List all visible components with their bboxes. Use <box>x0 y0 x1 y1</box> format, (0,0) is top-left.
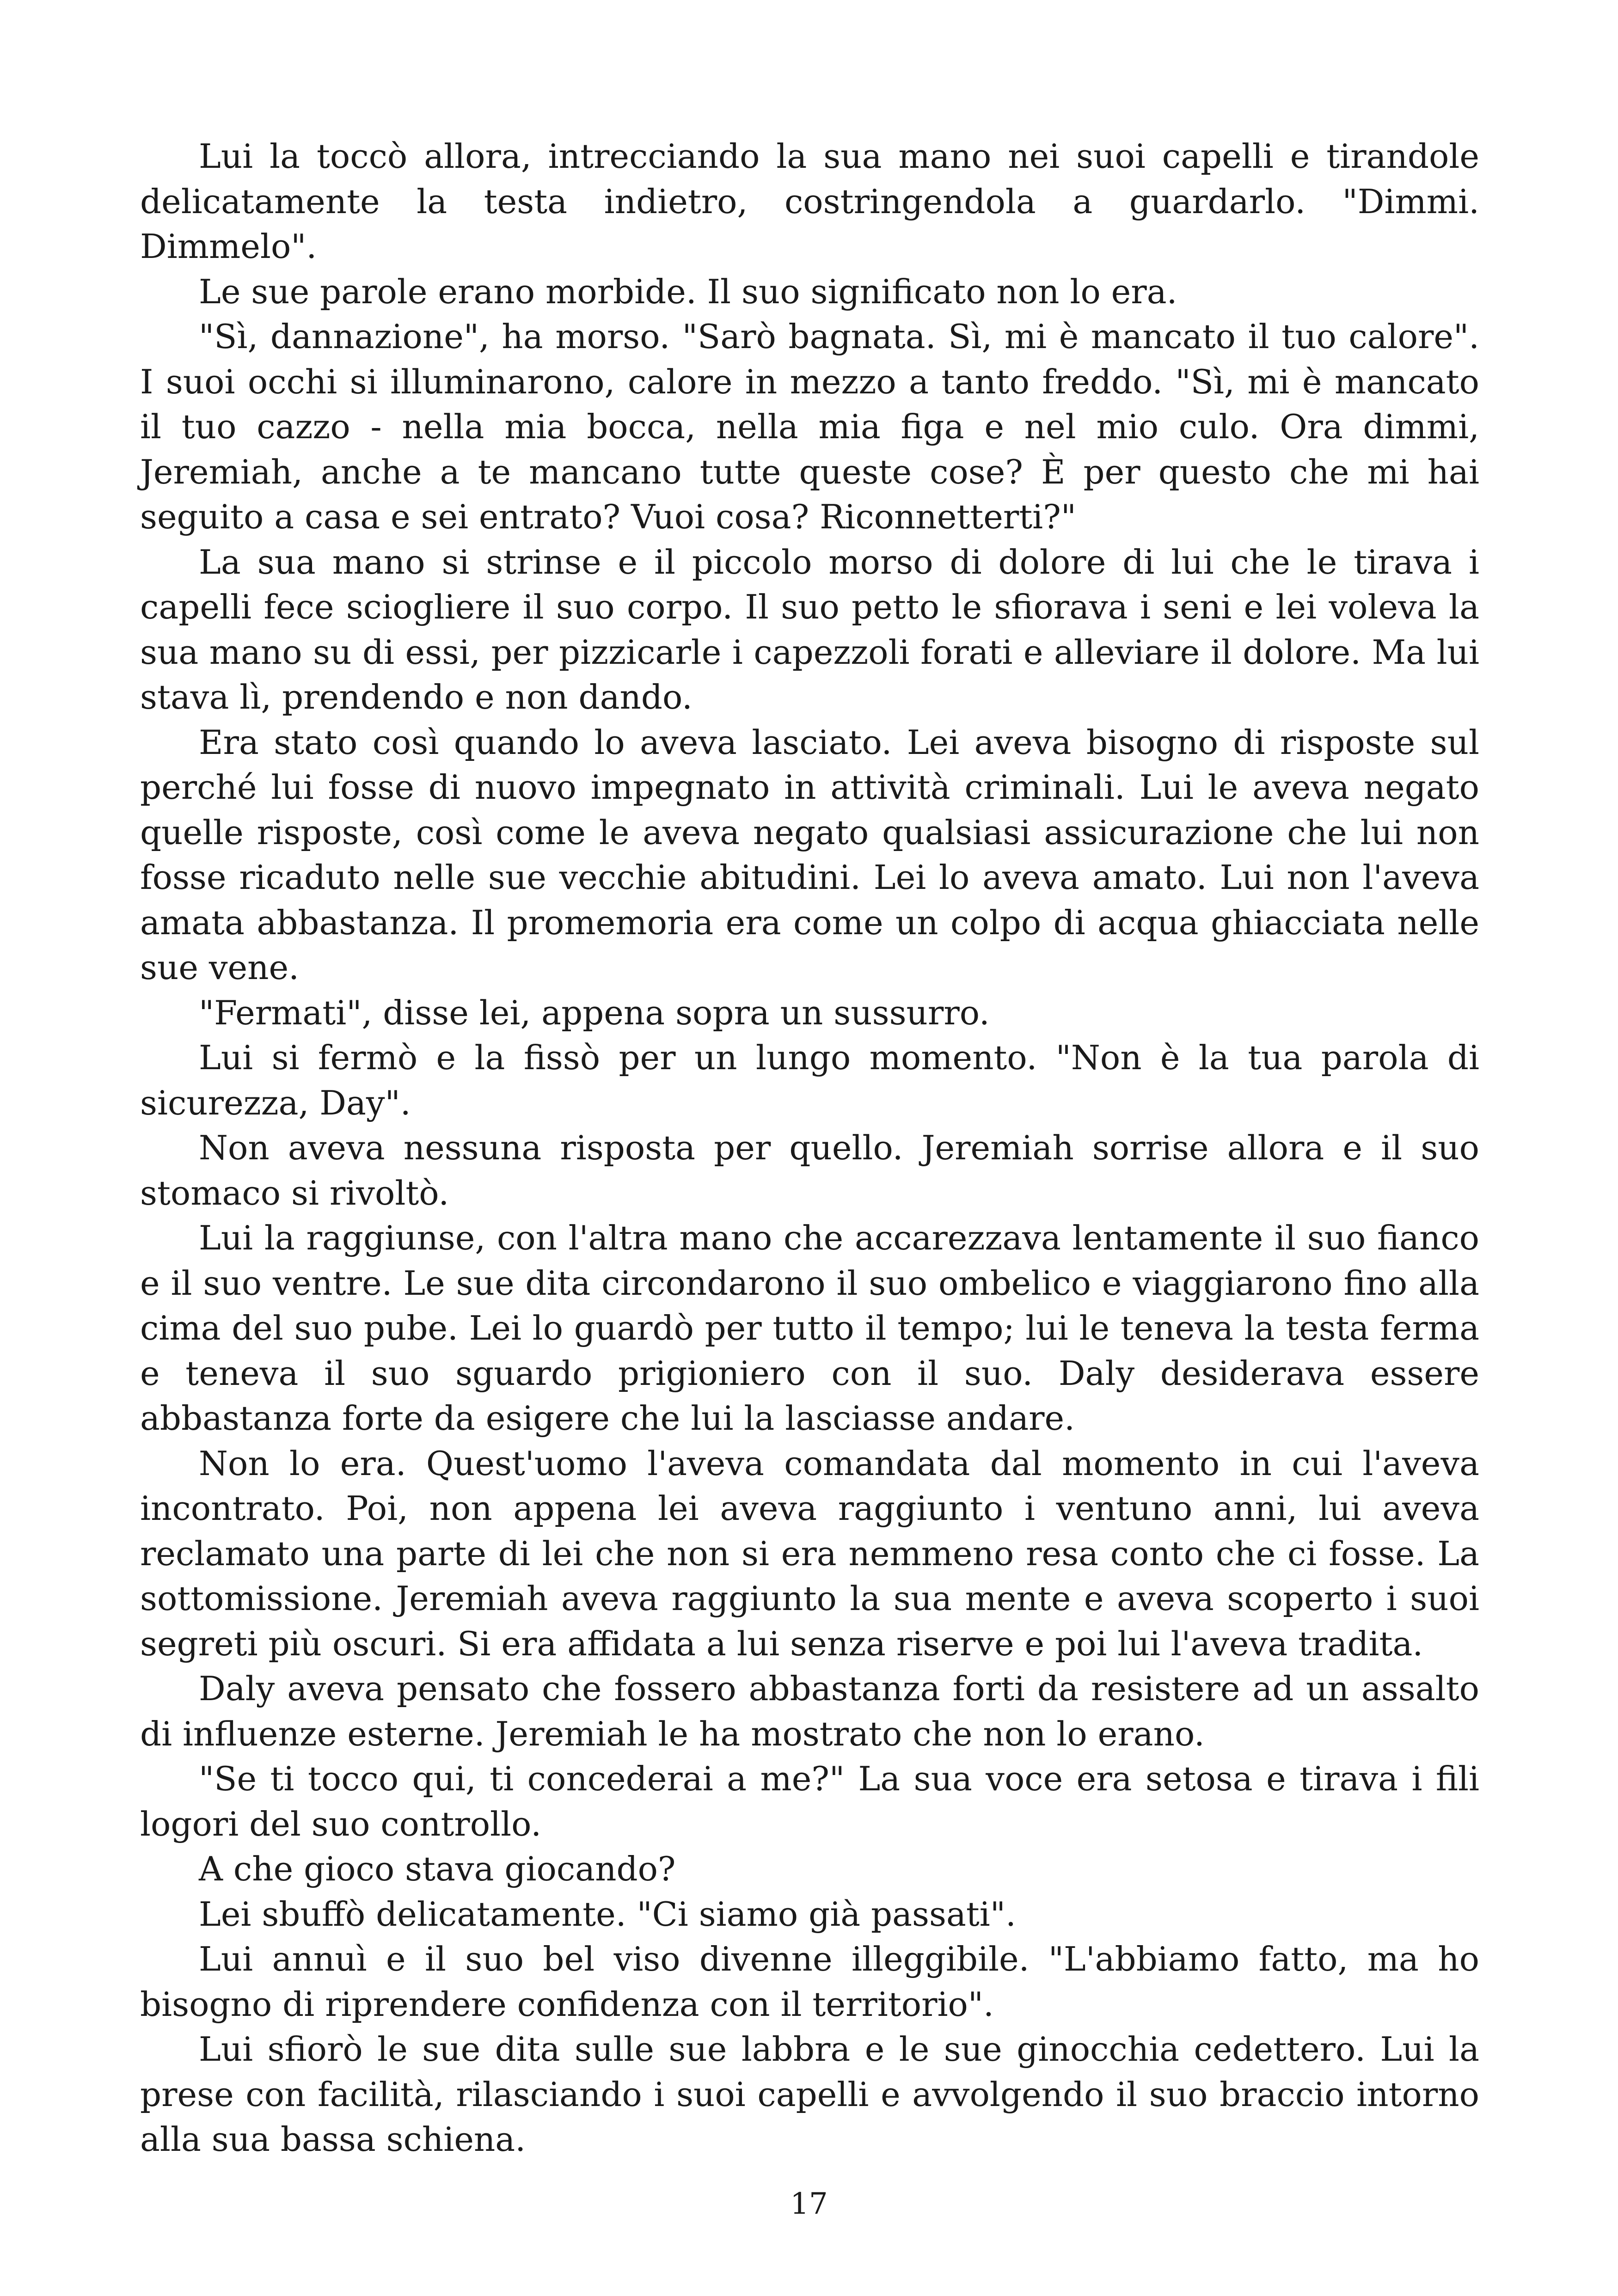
paragraph: "Sì, dannazione", ha morso. "Sarò bagnata. Sì, mi è mancato il tuo calore". I suoi occhi si illuminarono, calore in mezzo a tanto freddo. "Sì, mi è mancato il tuo cazzo - nella mia bocca, nella mia figa e nel mio culo. Ora dimmi, Jeremiah, anche a te mancano tutte queste cose? È per questo che mi hai seguito a casa e sei entrato? Vuoi cosa? Riconnetterti?" <box>140 317 1479 536</box>
paragraph: Lui si fermò e la fissò per un lungo momento. "Non è la tua parola di sicurezza, Day". <box>140 1038 1479 1122</box>
paragraph: A che gioco stava giocando? <box>199 1849 676 1888</box>
paragraph: "Fermati", disse lei, appena sopra un sussurro. <box>199 993 990 1032</box>
paragraph: Daly aveva pensato che fossero abbastanza forti da resistere ad un assalto di influenze esterne. Jeremiah le ha mostrato che non lo erano. <box>140 1669 1479 1753</box>
paragraph: Le sue parole erano morbide. Il suo significato non lo era. <box>199 272 1177 311</box>
page-number: 17 <box>790 2187 828 2221</box>
paragraph: Lui annuì e il suo bel viso divenne illeggibile. "L'abbiamo fatto, ma ho bisogno di riprendere confidenza con il territorio". <box>140 1940 1479 2024</box>
paragraph: Non lo era. Quest'uomo l'aveva comandata dal momento in cui l'aveva incontrato. Poi, non appena lei aveva raggiunto i ventuno anni, lui aveva reclamato una parte di lei che non si era nemmeno resa conto che ci fosse. La sottomissione. Jeremiah aveva raggiunto la sua mente e aveva scoperto i suoi segreti più oscuri. Si era affidata a lui senza riserve e poi lui l'aveva tradita. <box>140 1444 1479 1663</box>
paragraph: Lui sfiorò le sue dita sulle sue labbra e le sue ginocchia cedettero. Lui la prese con facilità, rilasciando i suoi capelli e avvolgendo il suo braccio intorno alla sua bassa schiena. <box>140 2030 1479 2159</box>
paragraph: Non aveva nessuna risposta per quello. Jeremiah sorrise allora e il suo stomaco si rivoltò. <box>140 1128 1479 1212</box>
paragraph: Era stato così quando lo aveva lasciato. Lei aveva bisogno di risposte sul perché lui fosse di nuovo impegnato in attività criminali. Lui le aveva negato quelle risposte, così come le aveva negato qualsiasi assicurazione che lui non fosse ricaduto nelle sue vecchie abitudini. Lei lo aveva amato. Lui non l'aveva amata abbastanza. Il promemoria era come un colpo di acqua ghiacciata nelle sue vene. <box>140 722 1479 987</box>
paragraph: Lui la raggiunse, con l'altra mano che accarezzava lentamente il suo fianco e il suo ventre. Le sue dita circondarono il suo ombelico e viaggiarono fino alla cima del suo pube. Lei lo guardò per tutto il tempo; lui le teneva la testa ferma e teneva il suo sguardo prigioniero con il suo. Daly desiderava essere abbastanza forte da esigere che lui la lasciasse andare. <box>140 1218 1479 1438</box>
paragraph: Lui la toccò allora, intrecciando la sua mano nei suoi capelli e tirandole delicatamente la testa indietro, costringendola a guardarlo. "Dimmi. Dimmelo". <box>140 137 1479 266</box>
paragraph: La sua mano si strinse e il piccolo morso di dolore di lui che le tirava i capelli fece sciogliere il suo corpo. Il suo petto le sfiorava i seni e lei voleva la sua mano su di essi, per pizzicarle i capezzoli forati e alleviare il dolore. Ma lui stava lì, prendendo e non dando. <box>140 542 1479 716</box>
paragraph: Lei sbuffò delicatamente. "Ci siamo già passati". <box>199 1894 1016 1934</box>
paragraph: "Se ti tocco qui, ti concederai a me?" La sua voce era setosa e tirava i fili logori del suo controllo. <box>140 1759 1479 1843</box>
body-text <box>140 134 1479 2162</box>
